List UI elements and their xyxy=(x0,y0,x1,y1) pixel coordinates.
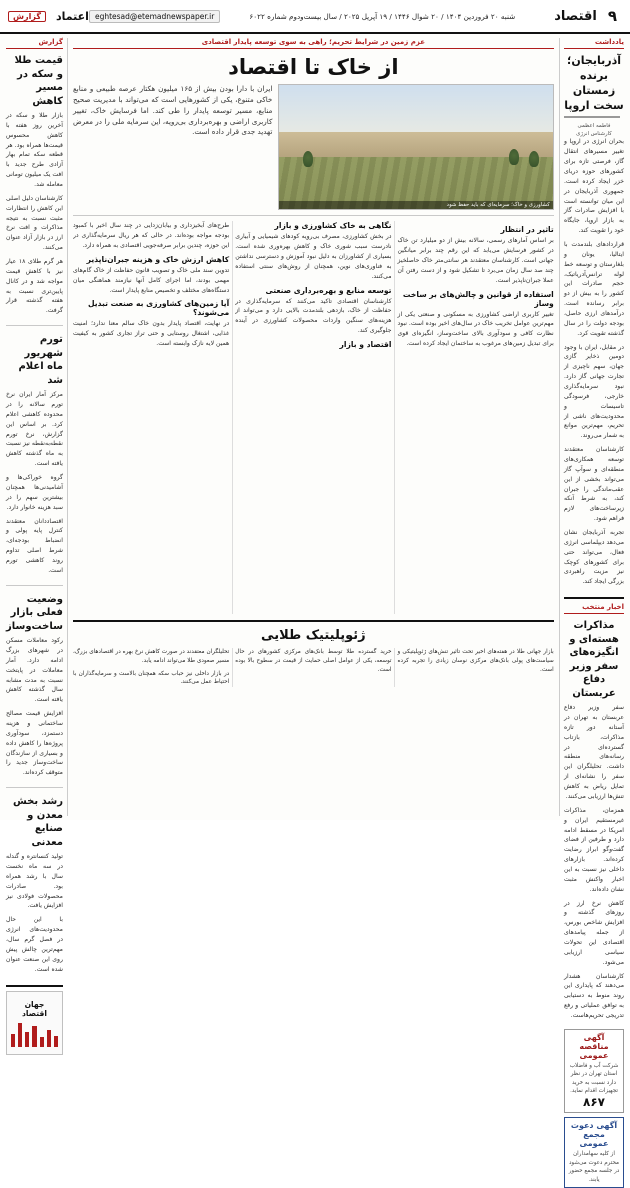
lead-subhead-5: کاهش ارزش خاک و هزینه جبران‌ناپذیر xyxy=(73,255,229,264)
author-portrait xyxy=(564,116,620,118)
left-story-3-para-0: تولید کنسانتره و گندله در سه ماه نخست سال با رشد همراه بود. صادرات محصولات فولادی نیز افزایش یافت. xyxy=(6,852,63,911)
bottom-mid-para-2: تحلیلگران معتقدند در صورت کاهش نرخ بهره در اقتصادهای بزرگ، مسیر صعودی طلا می‌تواند ادامه یابد. xyxy=(73,648,229,666)
left-story-2-para-0: رکود معاملات مسکن در شهرهای بزرگ ادامه دارد. آمار معاملات در پایتخت نسبت به مدت مشابه سال گذشته کاهش یافته است. xyxy=(6,636,63,705)
report-tag: گزارش xyxy=(8,11,46,22)
lead-subhead-0: تاثیر در انتظار xyxy=(398,225,554,234)
left-story-1-para-0: مرکز آمار ایران نرخ تورم سالانه را در محدوده کاهشی اعلام کرد. بر اساس این گزارش، نرخ تورم نقطه‌به‌نقطه نیز نسبت به ماه گذشته کاهش یافته است. xyxy=(6,390,63,469)
lead-subhead-1: استفاده از قوانین و چالش‌های بر ساخت وساز xyxy=(398,290,554,308)
right-column xyxy=(564,38,624,816)
right-second-para-0: سفر وزیر دفاع عربستان به تهران در آستانه دور تازه مذاکرات، بازتاب گسترده‌ای در رسانه‌های منطقه داشت. تحلیلگران این سفر را نشانه‌ای از تمایل ریاض به کاهش تنش‌ها ارزیابی می‌کنند. xyxy=(564,703,624,802)
left-story-0-para-0: بازار طلا و سکه در آخرین روز هفته با کاهش محسوس قیمت‌ها همراه بود. هر قطعه سکه تمام بهار آزادی طرح جدید با افت یک میلیون تومانی معامله شد. xyxy=(6,111,63,190)
lead-subhead-3: توسعه منابع و بهره‌برداری صنعتی xyxy=(235,286,391,295)
newspaper-logo xyxy=(56,10,89,23)
lead-photo xyxy=(278,84,553,210)
issue-date: شنبه ۲۰ فروردین ۱۴۰۴ / ۲۰ شوال ۱۴۴۶ / ۱۹ آپریل ۲۰۲۵ / سال بیست‌ودوم شماره ۶۰۲۲ xyxy=(220,12,544,21)
lead-para-0: بر اساس آمارهای رسمی، سالانه بیش از دو میلیارد تن خاک در کشور فرسایش می‌یابد که این رقم چند برابر میانگین جهانی است. کارشناسان معتقدند هر سانتی‌متر خاک حاصلخیز چند صد سال زمان می‌برد تا تشکیل شود و از دست رفتن آن عملا جبران‌ناپذیر است. xyxy=(398,236,554,285)
lead-subhead-2: نگاهی به خاک کشاورزی و بازار xyxy=(235,221,391,230)
right-para-3: کارشناسان معتقدند توسعه همکاری‌های منطقه‌ای و سوآپ گاز می‌تواند بخشی از این عقب‌ماندگی را جبران کند، به شرط آنکه زیرساخت‌های لازم فراهم شود. xyxy=(564,445,624,524)
bottom-mid-para-0: بازار جهانی طلا در هفته‌های اخیر تحت تاثیر تنش‌های ژئوپلیتیکی و سیاست‌های پولی بانک‌های مرکزی نوسان زیادی را تجربه کرده است. xyxy=(398,648,554,674)
left-story-2-para-1: افزایش قیمت مصالح ساختمانی و هزینه دستمزد، سودآوری پروژه‌ها را کاهش داده و بسیاری از سازندگان ساخت‌وساز جدید را متوقف کرده‌اند. xyxy=(6,709,63,778)
right-para-4: تجربه آذربایجان نشان می‌دهد دیپلماسی انرژی فعال، می‌تواند حتی برای کشورهای کوچک نیز مزیت راهبردی بزرگی ایجاد کند. xyxy=(564,528,624,587)
section-title: اقتصاد xyxy=(544,9,597,24)
right-para-2: در مقابل، ایران با وجود دومین ذخایر گازی جهان، سهم ناچیزی از تجارت جهانی گاز دارد. نبود سرمایه‌گذاری خارجی، فرسودگی تاسیسات و محدودیت‌های ناشی از تحریم، مهم‌ترین موانع به شمار می‌روند. xyxy=(564,343,624,442)
right-second-headline: مذاکرات هسته‌ای و انگیزه‌های سفر وزیر دفاع عربستان xyxy=(564,619,624,700)
left-story-2-headline: وضعیت فعلی بازار ساخت‌وساز xyxy=(6,593,63,634)
right-second-para-1: همزمان، مذاکرات غیرمستقیم ایران و امریکا در مسقط ادامه دارد و طرفین از فضای گفت‌وگو ابراز رضایت کرده‌اند. بازارهای داخلی نیز نسبت به این اخبار واکنش مثبت نشان داده‌اند. xyxy=(564,806,624,895)
masthead-left xyxy=(544,7,622,25)
ad-box-1[interactable] xyxy=(564,1029,624,1114)
lead-para-2: در بخش کشاورزی، مصرف بی‌رویه کودهای شیمیایی و آبیاری نادرست سبب شوری خاک و کاهش بهره‌وری شده است. بسیاری از کشاورزان به دلیل نبود آموزش و دسترسی نداشتن به فناوری‌های نوین، همچنان از روش‌های سنتی استفاده می‌کنند. xyxy=(235,232,391,281)
lead-subhead-6: آیا زمین‌های کشاورزی به صنعت تبدیل می‌شوند؟ xyxy=(73,299,229,317)
lead-intro: ایران با دارا بودن بیش از ۱۶۵ میلیون هکتار عرصه طبیعی و منابع خاکی متنوع، یکی از کشورهایی است که می‌تواند با مدیریت صحیح منابع، مسیر توسعه پایدار را طی کند. اما فرسایش خاک، تغییر کاربری اراضی و بهره‌برداری بی‌رویه، این سرمایه ملی را در معرض تهدید جدی قرار داده است. xyxy=(73,84,272,138)
ad-1-title: آگهی مناقصه عمومی xyxy=(568,1033,620,1060)
left-column xyxy=(6,38,68,816)
author-name: فاطمه اعظمی xyxy=(564,123,624,129)
masthead xyxy=(0,0,630,34)
left-story-1-para-2: اقتصاددانان معتقدند کنترل پایه پولی و انضباط بودجه‌ای، شرط اصلی تداوم روند کاهشی تورم است. xyxy=(6,517,63,576)
bottom-mid-headline: ژئوپلیتیک طلایی xyxy=(73,628,554,645)
ad-2-title: آگهی دعوت مجمع عمومی xyxy=(568,1121,620,1148)
lead-kicker: عزم زمین در شرایط تحریم؛ راهی به سوی توسعه پایدار اقتصادی xyxy=(73,38,554,49)
lead-para-6: در نهایت، اقتصاد پایدار بدون خاک سالم معنا ندارد؛ امنیت غذایی، اشتغال روستایی و حتی تراز تجاری کشور به کیفیت همین لایه نازک وابسته است. xyxy=(73,319,229,349)
author-role: کارشناس انرژی xyxy=(564,131,624,137)
bottom-mid-para-3: در بازار داخلی نیز حباب سکه همچنان بالاست و سرمایه‌گذاران با احتیاط عمل می‌کنند. xyxy=(73,670,229,688)
right-second-para-2: کاهش نرخ ارز در روزهای گذشته و افزایش شاخص بورس، از جمله پیامدهای اقتصادی این تحولات سیاسی ارزیابی می‌شود. xyxy=(564,899,624,968)
left-story-3-para-1: با این حال محدودیت‌های انرژی در فصل گرم سال، مهم‌ترین چالش پیش روی این صنعت عنوان شده است. xyxy=(6,915,63,974)
logo-text: اعتماد xyxy=(56,10,89,23)
ad-1-sub: شرکت آب و فاضلاب استان تهران در نظر دارد نسبت به خرید تجهیزات اقدام نماید. xyxy=(568,1062,620,1096)
left-story-0-para-1: کارشناسان دلیل اصلی این کاهش را انتظارات مثبت نسبت به نتیجه مذاکرات و افت نرخ ارز در بازار آزاد عنوان می‌کنند. xyxy=(6,194,63,253)
ad-2-sub: از کلیه سهامداران محترم دعوت می‌شود در جلسه مجمع حضور یابند. xyxy=(568,1150,620,1184)
right-para-0: بحران انرژی در اروپا و تغییر مسیرهای انتقال گاز، فرصتی تازه برای کشورهای حوزه دریای خزر ایجاد کرده است. جمهوری آذربایجان در این میان توانسته است با افزایش صادرات گاز به بازار اروپا، جایگاه خود را تقویت کند. xyxy=(564,137,624,236)
lead-headline: از خاک تا اقتصاد xyxy=(73,54,554,80)
lead-para-5: تدوین سند ملی خاک و تصویب قانون حفاظت از خاک گام‌های مهمی بودند، اما اجرای کامل آنها نیازمند هماهنگی میان دستگاه‌های مختلف و تخصیص منابع پایدار است. xyxy=(73,266,229,296)
lead-subhead-4: اقتصاد و بازار xyxy=(235,340,391,349)
right-second-para-3: کارشناسان هشدار می‌دهند که پایداری این روند منوط به دستیابی به توافق عملیاتی و رفع تدریجی تحریم‌هاست. xyxy=(564,972,624,1021)
left-chart xyxy=(11,1021,58,1047)
right-headline: آذربایجان؛ برنده زمستان سخت اروپا xyxy=(564,54,624,113)
left-story-1-para-1: گروه خوراکی‌ها و آشامیدنی‌ها همچنان بیشترین سهم را در سبد هزینه خانوار دارد. xyxy=(6,473,63,512)
page-content xyxy=(0,34,630,820)
ad-1-number: ۸۶۷ xyxy=(568,1095,620,1109)
right-second-label: اخبار منتخب xyxy=(564,603,624,614)
left-story-1-headline: تورم شهریور ماه اعلام شد xyxy=(6,333,63,387)
lead-para-4: طرح‌های آبخیزداری و بیابان‌زدایی در چند سال اخیر با کمبود بودجه مواجه بوده‌اند. در حالی که هر ریال سرمایه‌گذاری در این حوزه، چندین برابر صرفه‌جویی اقتصادی به همراه دارد. xyxy=(73,221,229,251)
main-column xyxy=(73,38,554,816)
page-number: ۹ xyxy=(603,7,622,25)
right-section-label: یادداشت xyxy=(564,38,624,49)
left-section-label: گزارش xyxy=(6,38,63,49)
right-para-1: قراردادهای بلندمدت با ایتالیا، یونان و بلغارستان و توسعه خط لوله ترانس‌آدریاتیک، حجم صادرات این کشور را به بیش از دو برابر رسانده است. درآمدهای ارزی حاصل، بودجه دولت را در سال گذشته تقویت کرد. xyxy=(564,240,624,339)
left-story-0-headline: قیمت طلا و سکه در مسیر کاهش xyxy=(6,54,63,108)
lead-photo-caption: کشاورزی و خاک؛ سرمایه‌ای که باید حفظ شود xyxy=(279,201,552,209)
email-address[interactable]: eghtesad@etemadnewspaper.ir xyxy=(89,10,220,23)
lead-para-3: کارشناسان اقتصادی تاکید می‌کنند که سرمایه‌گذاری در حفاظت از خاک، بازدهی بلندمدت بالایی دارد و می‌تواند از هزینه‌های سنگین واردات محصولات کشاورزی در آینده جلوگیری کند. xyxy=(235,297,391,336)
lead-para-1: تغییر کاربری اراضی کشاورزی به مسکونی و صنعتی یکی از مهم‌ترین عوامل تخریب خاک در سال‌های اخیر بوده است. نبود نظارت کافی و سودآوری بالای ساخت‌وساز، انگیزه‌ای قوی برای تبدیل زمین‌های مرغوب به ساختمان ایجاد کرده است. xyxy=(398,310,554,349)
left-story-0-para-2: هر گرم طلای ۱۸ عیار نیز با کاهش قیمت مواجه شد و در کانال پایین‌تری نسبت به هفته گذشته قرار گرفت. xyxy=(6,257,63,316)
ad-box-2[interactable] xyxy=(564,1117,624,1188)
left-chart-box xyxy=(6,991,63,1055)
bottom-mid-para-1: خرید گسترده طلا توسط بانک‌های مرکزی کشورهای در حال توسعه، یکی از عوامل اصلی حمایت از قیمت در سطوح بالا بوده است. xyxy=(235,648,391,674)
left-story-3-headline: رشد بخش معدن و صنایع معدنی xyxy=(6,795,63,849)
left-chart-title: جهان اقتصاد xyxy=(11,1000,58,1018)
